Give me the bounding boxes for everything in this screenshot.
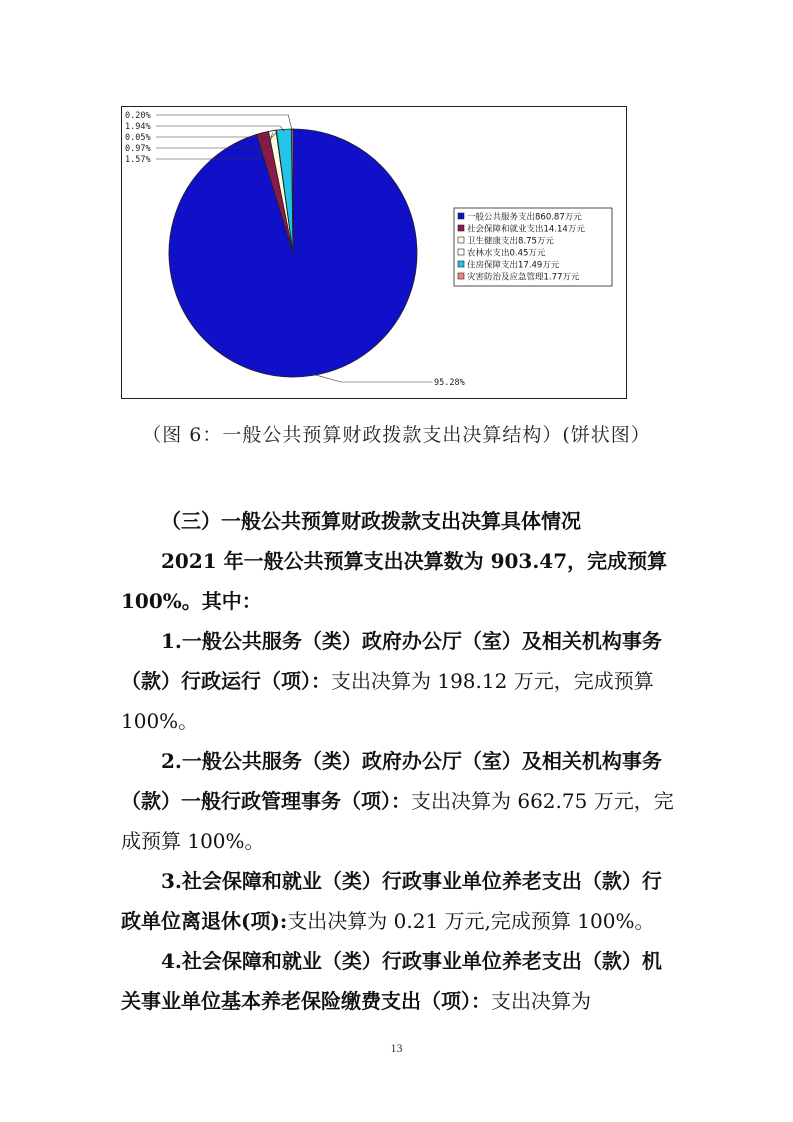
leader-line [311, 374, 432, 382]
section-heading: （三）一般公共预算财政拨款支出决算具体情况 [161, 509, 581, 533]
item-body: 支出决算为 662.75 万元，完成预算 100%。 [121, 789, 674, 853]
item-heading: 3.社会保障和就业（类）行政事业单位养老支出（款）行政单位离退休(项): [121, 869, 662, 933]
pie-chart [122, 107, 628, 400]
figure-caption: （图 6：一般公共预算财政拨款支出决算结构）(饼状图） [142, 424, 651, 446]
item-heading: 4.社会保障和就业（类）行政事业单位养老支出（款）机关事业单位基本养老保险缴费支出（项）： [121, 949, 662, 1013]
leader-line [156, 126, 284, 131]
slice-label: 95.28% [434, 378, 465, 388]
legend-swatch [458, 213, 464, 219]
item-body: 支出决算为 0.21 万元,完成预算 100%。 [287, 909, 655, 933]
item-heading: 2.一般公共服务（类）政府办公厅（室）及相关机构事务（款）一般行政管理事务（项）： [121, 749, 662, 813]
legend-swatch [458, 261, 464, 267]
legend-label: 住房保障支出17.49万元 [467, 260, 560, 271]
item-paragraph-4 [121, 941, 676, 1021]
leader-line [156, 115, 292, 131]
legend-label: 社会保障和就业支出14.14万元 [467, 224, 585, 235]
legend-swatch [458, 249, 464, 255]
item-paragraph-3 [121, 861, 676, 941]
summary-paragraph: 2021 年一般公共预算支出决算数为 903.47，完成预算 100%。其中： [121, 549, 668, 613]
legend-swatch [458, 237, 464, 243]
item-paragraph-2 [121, 741, 676, 861]
slice-label: 1.94% [125, 122, 151, 132]
legend-label: 卫生健康支出8.75万元 [467, 236, 554, 247]
slice-label: 1.57% [125, 155, 151, 165]
page-number: 13 [390, 1041, 403, 1055]
item-paragraph-1 [121, 621, 676, 741]
slice-label: 0.20% [125, 111, 151, 121]
slice-label: 0.97% [125, 144, 151, 154]
slice-label: 0.05% [125, 133, 151, 143]
item-body: 支出决算为 198.12 万元，完成预算 100%。 [121, 669, 654, 733]
item-body: 支出决算为 [491, 989, 591, 1013]
legend-swatch [458, 225, 464, 231]
legend-label: 农林水支出0.45万元 [467, 248, 546, 259]
legend-swatch [458, 273, 464, 279]
legend-label: 灾害防治及应急管理1.77万元 [467, 272, 580, 283]
item-heading: 1.一般公共服务（类）政府办公厅（室）及相关机构事务（款）行政运行（项）： [121, 629, 662, 693]
legend-label: 一般公共服务支出860.87万元 [467, 212, 582, 223]
pie-chart-frame [121, 106, 627, 399]
